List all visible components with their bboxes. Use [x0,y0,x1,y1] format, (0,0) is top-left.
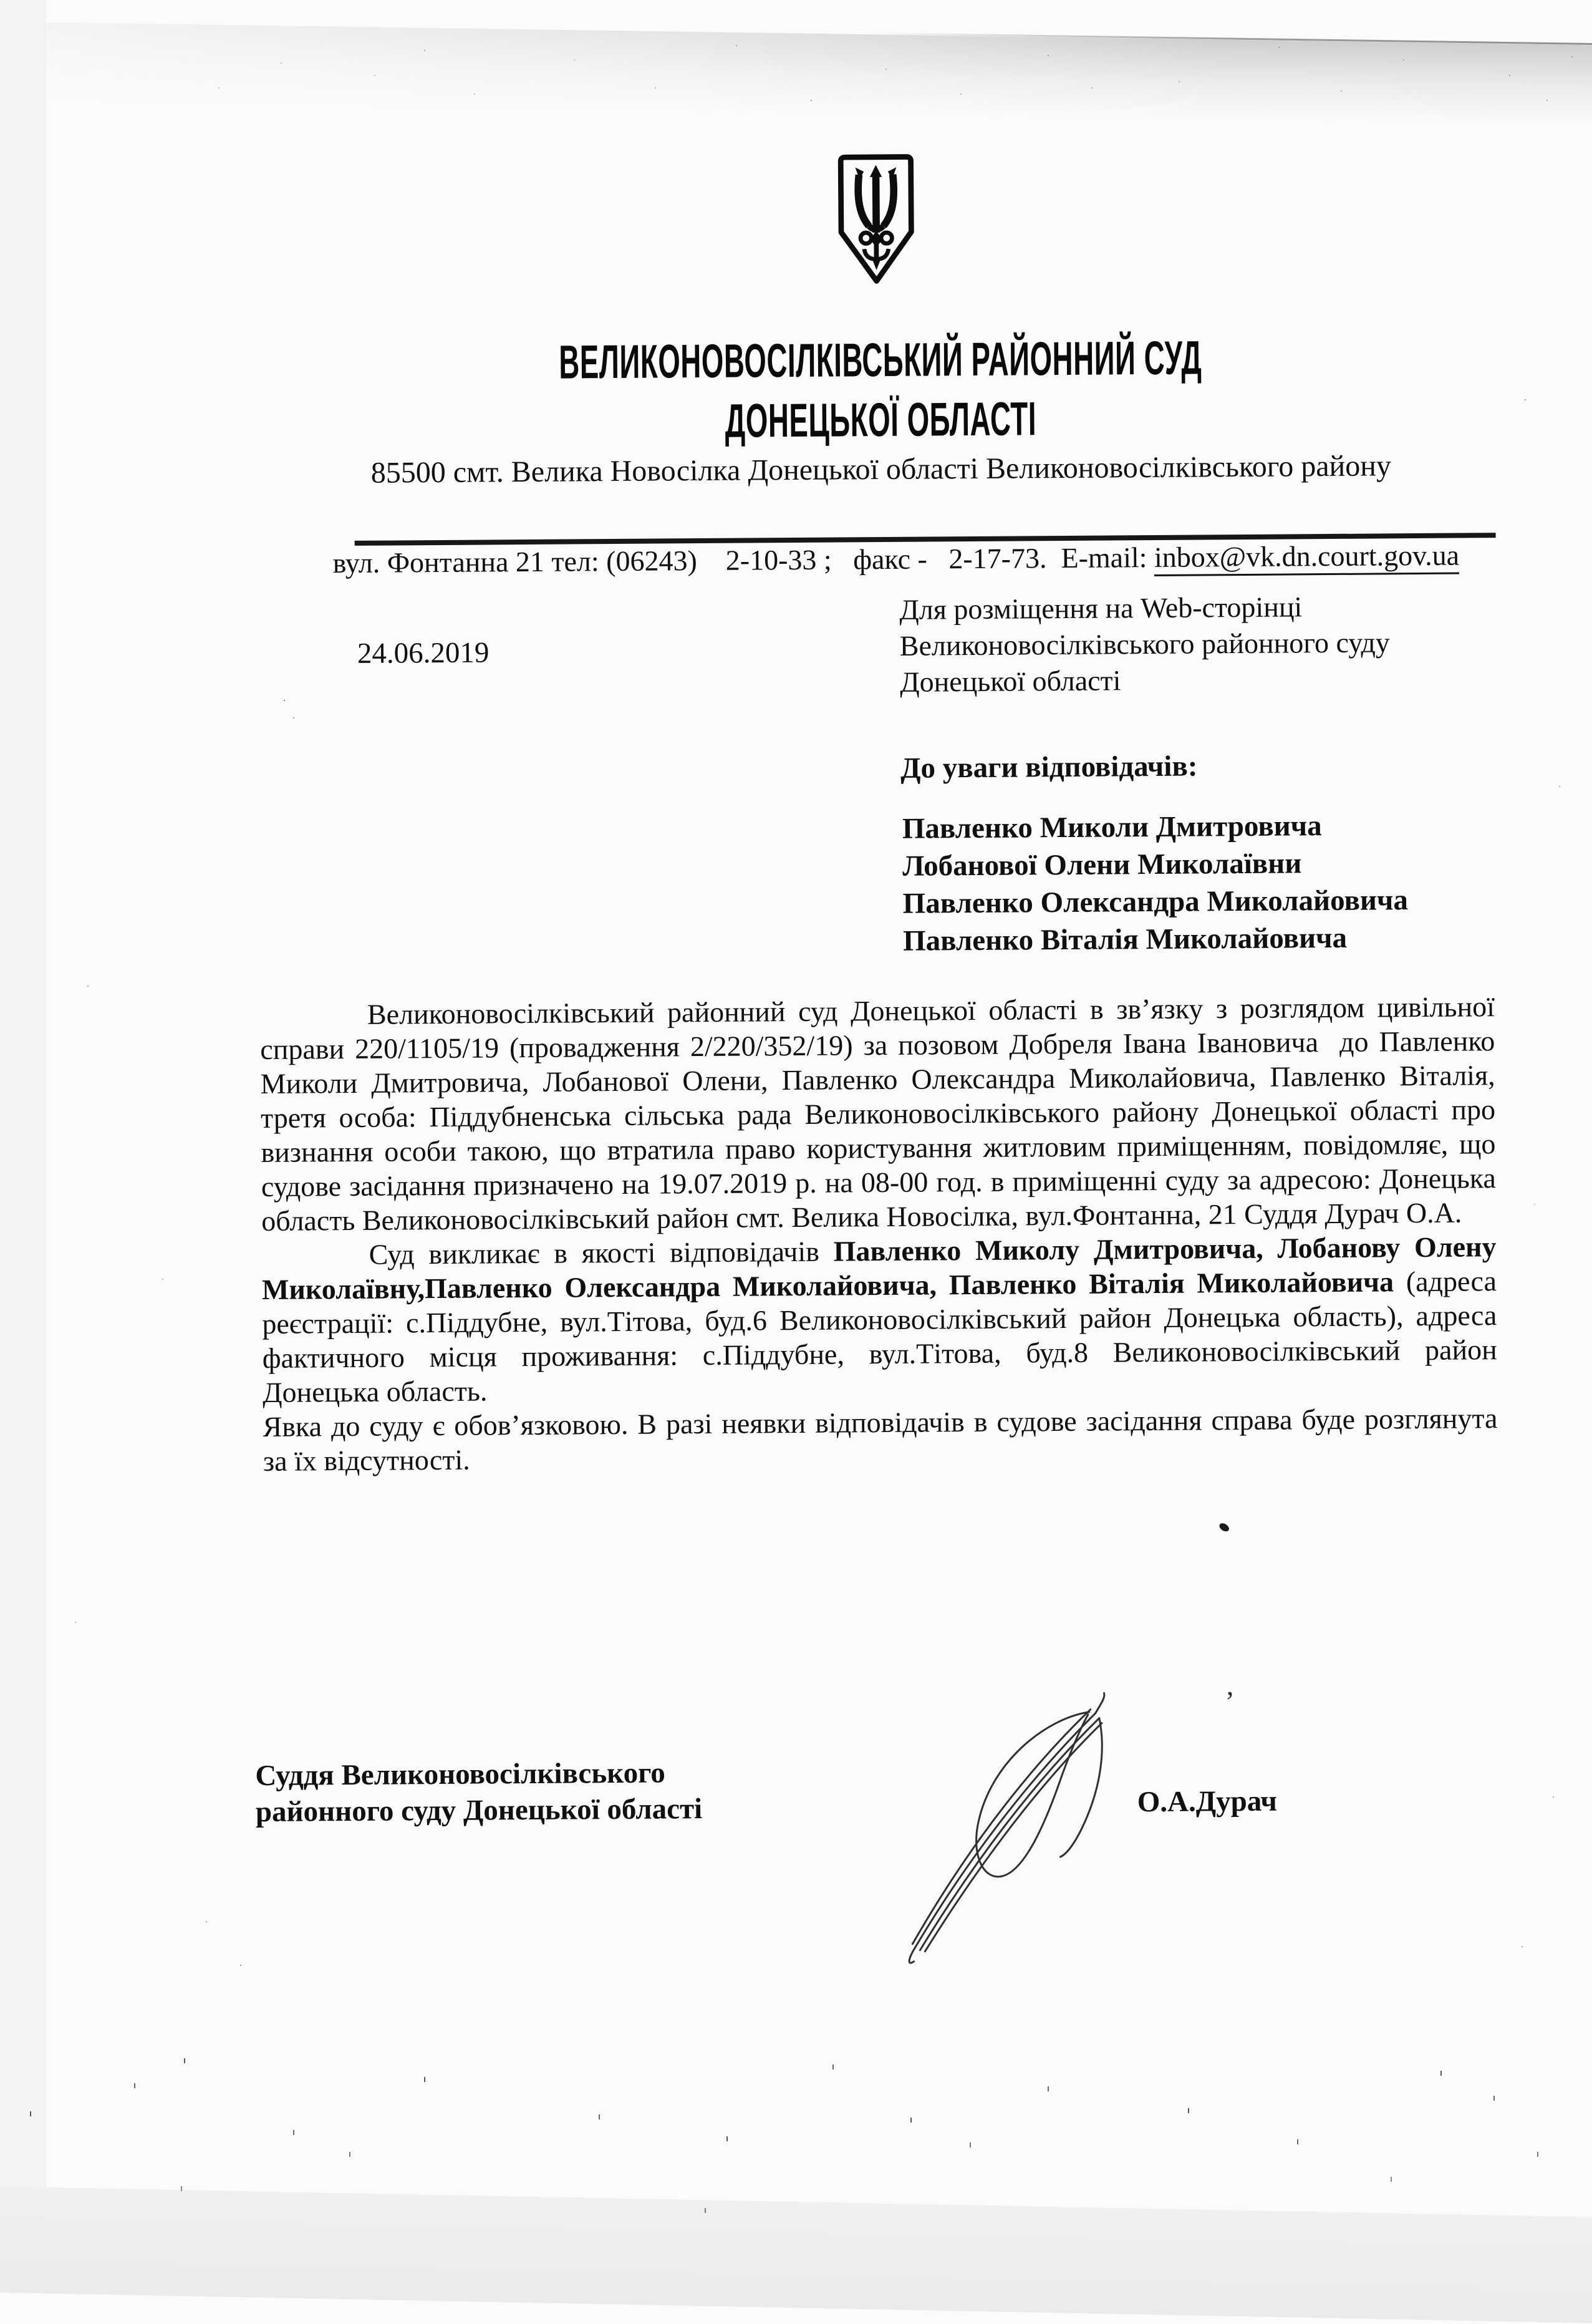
judge-title-line: районного суду Донецької області [255,1793,703,1829]
body-paragraph-2 [261,1229,1505,1410]
court-name-line1 [256,332,1503,389]
body-paragraph-1: Великоновосілківський районний суд Донецької області в зв’язку з розглядом цивільної справи 220/1105/19 (провадження 2/220/352/19) за позовом Добреля Івана Івановича до Павленко Миколи Дмитровича, Лобанової Олени, Павленко Олександра Миколайовича, Павленко Віталія, третя особа: Піддубненська сільська рада Великоновосілківського району Донецької області про визнання особи такою, що втратила право користування житловим приміщенням, повідомляє, що судове засідання призначено на 19.07.2019 р. на 08-00 год. в приміщенні суду за адресою: Донецька область Великоновосілківський район смт. Велика Новосілка, вул.Фонтанна, 21 Суддя Дурач О.А. [260,990,1503,1237]
court-address-line [258,448,1505,491]
judge-title [255,1755,702,1830]
web-placement-note [899,588,1390,700]
ink-speck [1218,1522,1230,1533]
court-name-line1-text: ВЕЛИКОНОВОСІЛКІВСЬКИЙ РАЙОННИЙ СУД [558,331,1202,389]
judge-handwritten-signature [889,1674,1128,1975]
court-email: inbox@vk.dn.court.gov.ua [1154,540,1459,576]
web-note-line: Великоновосілківського районного суду [899,626,1391,662]
paragraph2-prefix: Суд викликає в якості відповідачів [369,1235,834,1271]
paragraph2-respondent-names: Павленко Миколу Дмитровича, Лобанову Олену Миколаївну,Павленко Олександра Миколайовича, Павленко Віталія Миколайовича [261,1231,1504,1305]
court-name-line2-text: ДОНЕЦЬКОЇ ОБЛАСТІ [725,392,1037,448]
respondents-list [902,806,1409,960]
scan-noise-dashes [0,0,1,5]
ink-apostrophe-mark: ’ [1225,1685,1235,1718]
respondent-name: Павленко Олександра Миколайовича [902,884,1409,920]
court-name-line2 [257,392,1504,449]
ukraine-trident-emblem [830,153,922,289]
document-date: 24.06.2019 [357,636,490,670]
respondent-name: Лобанової Олени Миколаївни [902,847,1302,883]
judge-name: О.А.Дурач [1137,1784,1278,1819]
web-note-line: Для розміщення на Web-сторінці [899,591,1303,626]
respondent-name: Павленко Миколи Дмитровича [902,810,1322,845]
web-note-line: Донецької області [900,664,1121,698]
court-contact-text: вул. Фонтанна 21 тел: (06243) 2-10-33 ; факс - 2-17-73. E-mail: [332,541,1155,579]
attention-heading: До уваги відповідачів: [900,750,1198,785]
respondent-name: Павленко Віталія Миколайовича [902,921,1348,957]
court-address-text: 85500 смт. Велика Новосілка Донецької області Великоновосілківського району [370,449,1392,490]
paragraph2-suffix: (адреса реєстрації: с.Піддубне, вул.Тітова, буд.6 Великоновосілківський район Донецька область), адреса фактичного місця проживання: с.Піддубне, вул.Тітова, буд.8 Великоновосілківський район Донецька область. [262,1265,1505,1408]
letter-body [260,989,1505,1478]
body-paragraph-3: Явка до суду є обов’язковою. В разі неявки відповідачів в судове засідання справа буде розглянута за їх відсутності. [263,1402,1505,1477]
judge-title-line: Суддя Великоновосілківського [255,1756,665,1793]
